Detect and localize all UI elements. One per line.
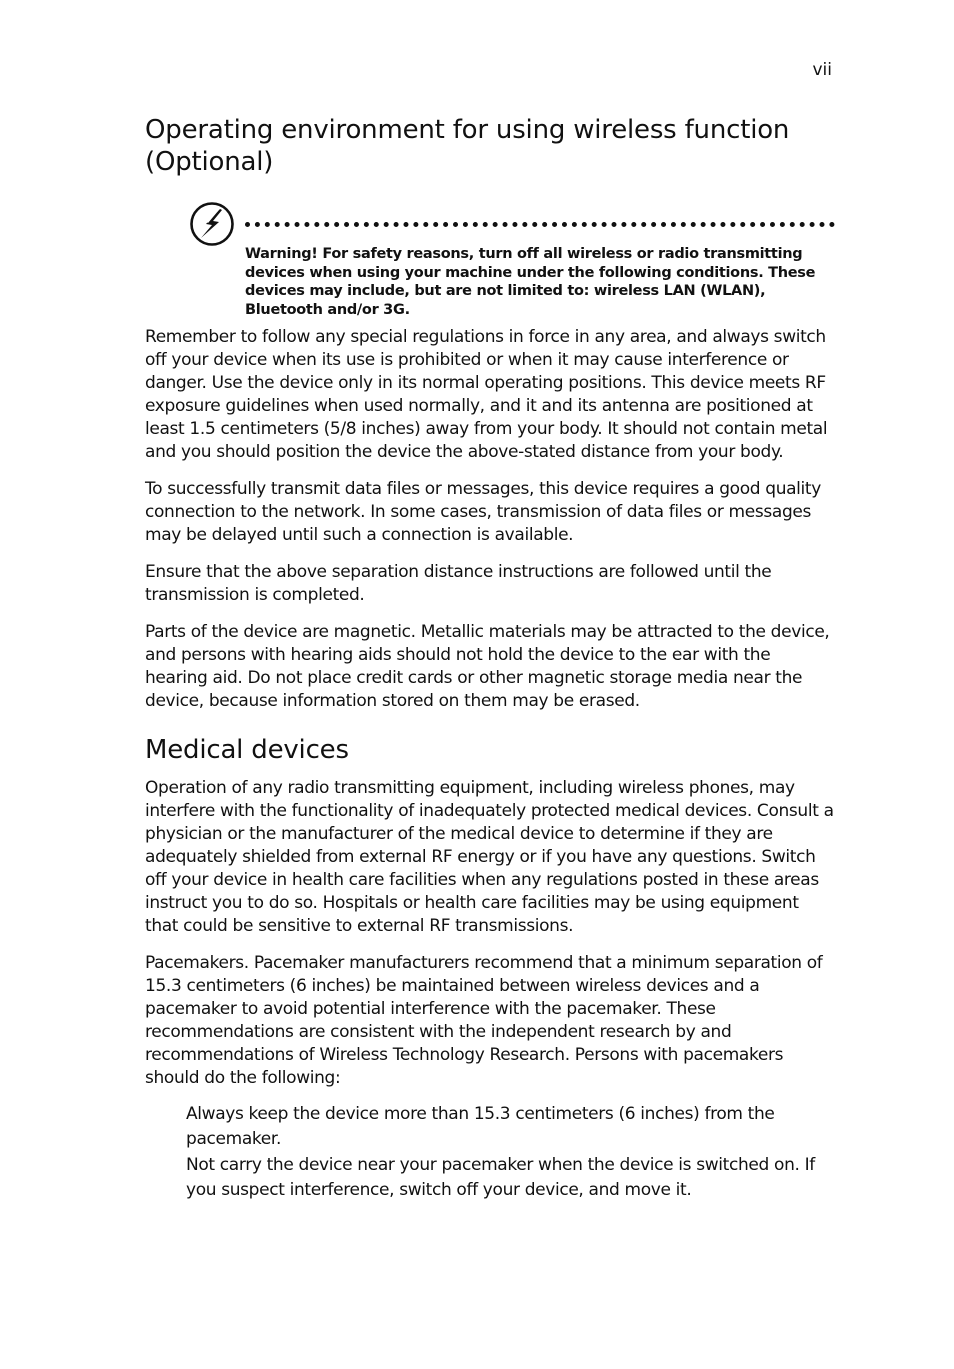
warning-box — [189, 201, 835, 326]
paragraph: Parts of the device are magnetic. Metallic materials may be attracted to the device, and persons with hearing aids should not hold the device to the ear with the hearing aid. Do not place credit cards or other magnetic storage media near the device, because information stored on them may be erased. — [145, 622, 830, 711]
pacemaker-list — [186, 1102, 835, 1203]
document-body — [145, 114, 835, 1204]
paragraph: Operation of any radio transmitting equipment, including wireless phones, may interfere with the functionality of inadequately protected medical devices. Consult a physician or the manufacturer of the medical device to determine if they are adequately shielded from external RF energy or if you have any questions. Switch off your device in health care facilities when any regulations posted in these areas instruct you to do so. Hospitals or health care facilities may be using equipment that could be sensitive to external RF transmissions. — [145, 778, 834, 936]
page-number: vii — [812, 60, 832, 80]
list-item: Always keep the device more than 15.3 centimeters (6 inches) from the pacemaker. — [186, 1104, 775, 1149]
paragraph: Remember to follow any special regulations in force in any area, and always switch off your device when its use is prohibited or when it may cause interference or danger. Use the device only in its normal operating positions. This device meets RF exposure guidelines when used normally, and it and its antenna are positioned at least 1.5 centimeters (5/8 inches) away from your body. It should not contain metal and you should position the device the above-stated distance from your body. — [145, 327, 828, 462]
list-item: Not carry the device near your pacemaker when the device is switched on. If you suspect interference, switch off your device, and move it. — [186, 1155, 815, 1200]
warning-text: Warning! For safety reasons, turn off all wireless or radio transmitting devices when using your machine under the following conditions. These devices may include, but are not limited to: wireless LAN (WLAN), Bluetooth and/or 3G. — [245, 246, 816, 318]
section-title-medical-devices: Medical devices — [145, 735, 349, 765]
lightning-bolt-icon — [189, 201, 235, 247]
warning-dotted-rule — [245, 222, 835, 232]
paragraph: Ensure that the above separation distance instructions are followed until the transmission is completed. — [145, 562, 772, 605]
paragraph: Pacemakers. Pacemaker manufacturers recommend that a minimum separation of 15.3 centimeters (6 inches) be maintained between wireless devices and a pacemaker to avoid potential interference with the pacemaker. These recommendations are consistent with the independent research by and recommendations of Wireless Technology Research. Persons with pacemakers should do the following: — [145, 953, 823, 1088]
paragraph: To successfully transmit data files or messages, this device requires a good quality connection to the network. In some cases, transmission of data files or messages may be delayed until such a connection is available. — [145, 479, 821, 545]
section-title-wireless: Operating environment for using wireless function (Optional) — [145, 115, 790, 177]
